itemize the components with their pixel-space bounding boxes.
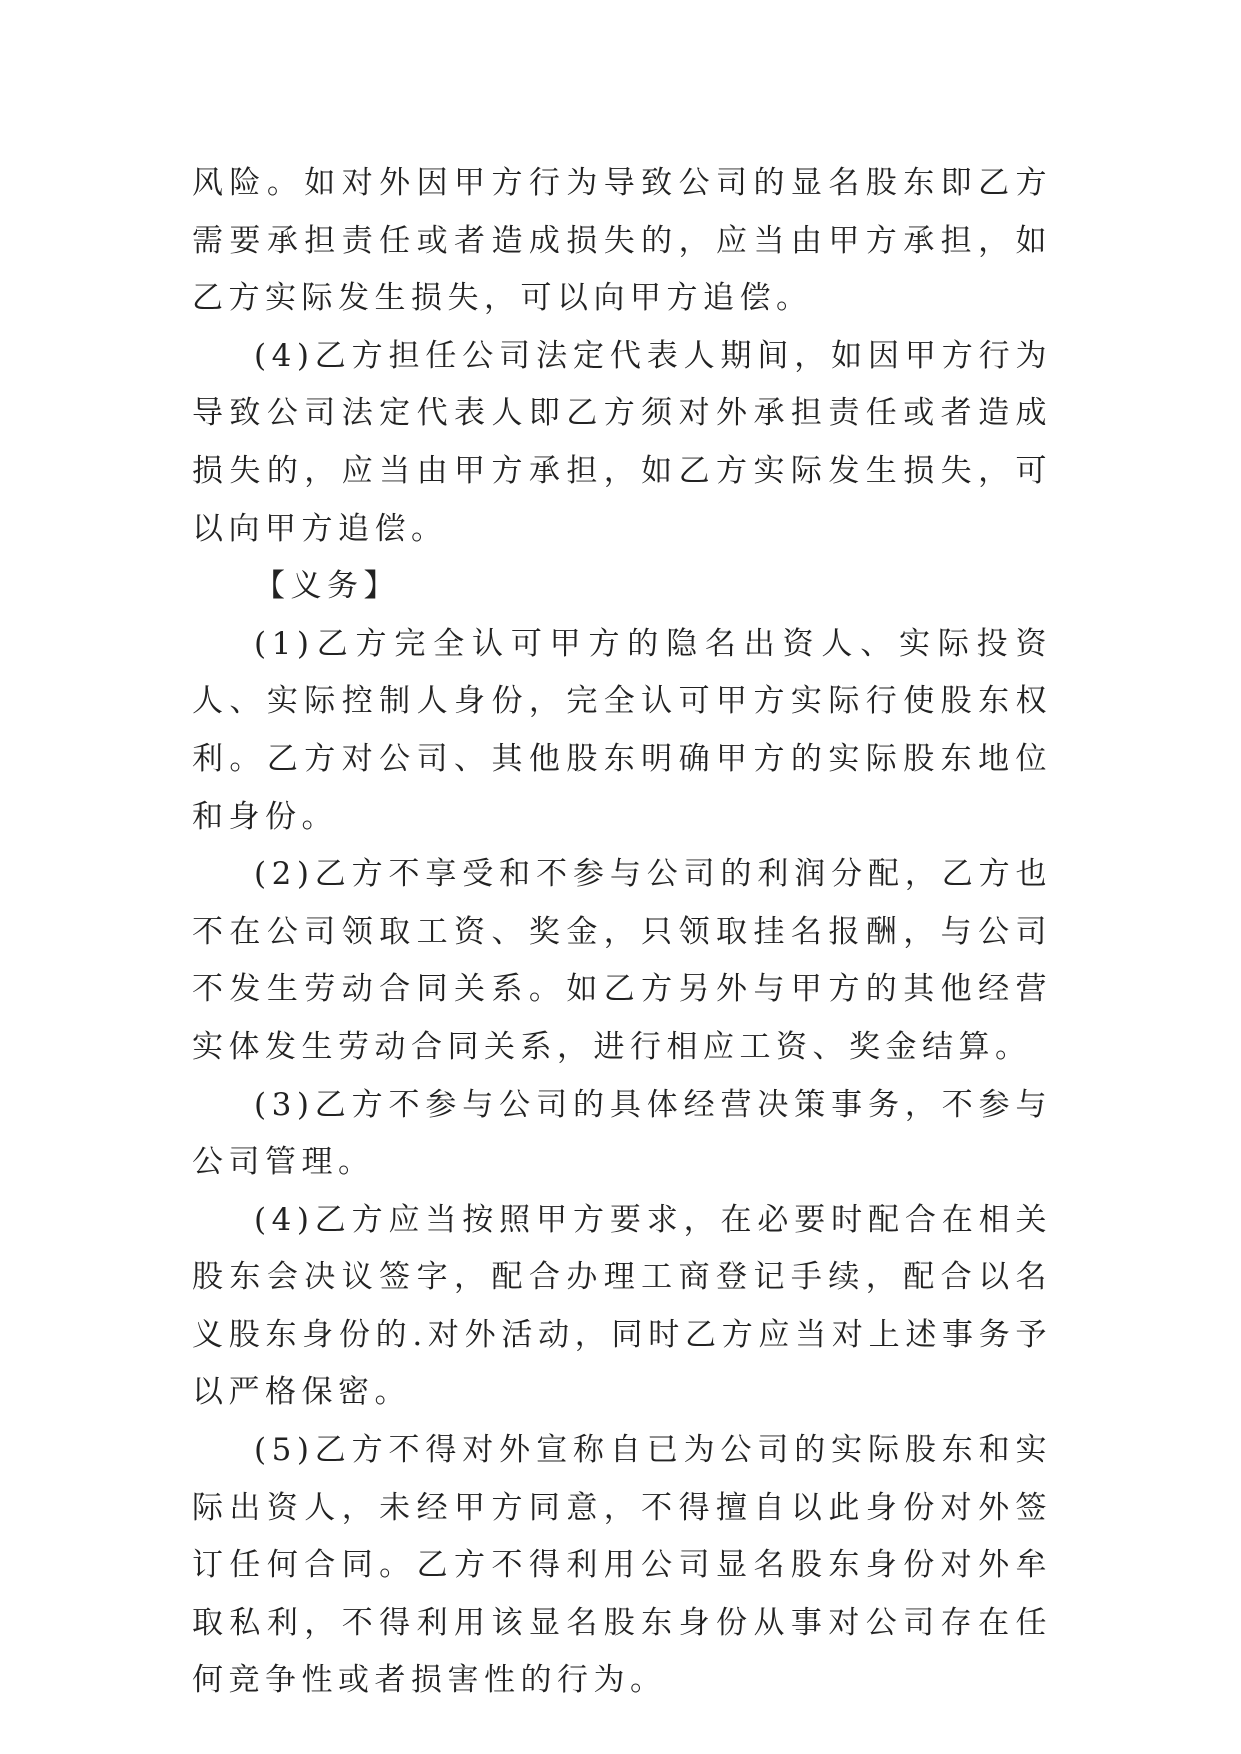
- paragraph-risk-continuation: 风险。如对外因甲方行为导致公司的显名股东即乙方需要承担责任或者造成损失的，应当由甲方承担，如乙方实际发生损失，可以向甲方追偿。: [192, 165, 1052, 317]
- paragraph-obligation-1: (1)乙方完全认可甲方的隐名出资人、实际投资人、实际控制人身份，完全认可甲方实际行使股东权利。乙方对公司、其他股东明确甲方的实际股东地位和身份。: [192, 625, 1052, 835]
- paragraph-obligation-5: (5)乙方不得对外宣称自已为公司的实际股东和实际出资人，未经甲方同意，不得擅自以此身份对外签订任何合同。乙方不得利用公司显名股东身份对外牟取私利，不得利用该显名股东身份从事对公司存在任何竞争性或者损害性的行为。: [192, 1432, 1052, 1699]
- section-heading-obligations: 【义务】: [254, 568, 400, 605]
- paragraph-obligation-2: (2)乙方不享受和不参与公司的利润分配，乙方也不在公司领取工资、奖金，只领取挂名报酬，与公司不发生劳动合同关系。如乙方另外与甲方的其他经营实体发生劳动合同关系，进行相应工资、奖金结算。: [192, 856, 1052, 1065]
- paragraph-obligation-4: (4)乙方应当按照甲方要求，在必要时配合在相关股东会决议签字，配合办理工商登记手续，配合以名义股东身份的.对外活动，同时乙方应当对上述事务予以严格保密。: [192, 1201, 1052, 1411]
- paragraph-right-4: (4)乙方担任公司法定代表人期间，如因甲方行为导致公司法定代表人即乙方须对外承担责任或者造成损失的，应当由甲方承担，如乙方实际发生损失，可以向甲方追偿。: [192, 337, 1052, 547]
- document-body: [192, 155, 1052, 1710]
- paragraph-obligation-3: (3)乙方不参与公司的具体经营决策事务，不参与公司管理。: [192, 1086, 1052, 1181]
